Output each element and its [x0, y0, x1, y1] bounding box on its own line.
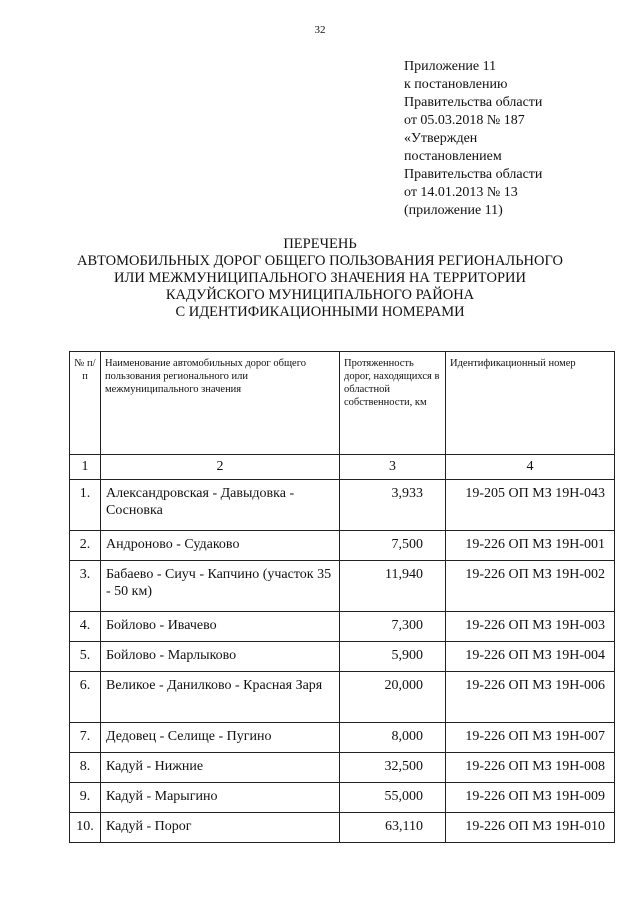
- row-num: 3.: [70, 561, 101, 612]
- appendix-line: Правительства области: [404, 167, 543, 182]
- title-line: КАДУЙСКОГО МУНИЦИПАЛЬНОГО РАЙОНА: [165, 287, 475, 303]
- index-cell: 1: [70, 455, 101, 480]
- document-title: [0, 236, 640, 321]
- header-name: Наименование автомобильных дорог общего пользования регионального или межмуниципального значения: [101, 352, 340, 455]
- appendix-line: (приложение 11): [404, 203, 503, 218]
- title-line: ИЛИ МЕЖМУНИЦИПАЛЬНОГО ЗНАЧЕНИЯ НА ТЕРРИТОРИИ: [114, 270, 526, 286]
- header-num: № п/п: [70, 352, 101, 455]
- row-length: 8,000: [340, 723, 446, 753]
- appendix-line: Правительства области: [404, 95, 543, 110]
- header-length: Протяженность дорог, находящихся в областной собственности, км: [340, 352, 446, 455]
- row-num: 4.: [70, 612, 101, 642]
- title-line: АВТОМОБИЛЬНЫХ ДОРОГ ОБЩЕГО ПОЛЬЗОВАНИЯ РЕГИОНАЛЬНОГО: [77, 253, 563, 269]
- row-length: 5,900: [340, 642, 446, 672]
- table-index-row: [70, 455, 615, 480]
- table-row: [70, 813, 615, 843]
- row-id: 19-226 ОП МЗ 19Н-010: [446, 813, 615, 843]
- table-row: [70, 783, 615, 813]
- page-number: 32: [314, 24, 326, 36]
- row-num: 2.: [70, 531, 101, 561]
- index-cell: 4: [446, 455, 615, 480]
- row-name: Александровская - Давыдовка - Сосновка: [101, 480, 340, 531]
- row-length: 32,500: [340, 753, 446, 783]
- appendix-line: Приложение 11: [404, 59, 497, 74]
- header-id: Идентификационный номер: [446, 352, 615, 455]
- row-id: 19-226 ОП МЗ 19Н-007: [446, 723, 615, 753]
- row-num: 5.: [70, 642, 101, 672]
- row-name: Бабаево - Сиуч - Капчино (участок 35 - 50 км): [101, 561, 340, 612]
- table-row: [70, 672, 615, 723]
- row-length: 20,000: [340, 672, 446, 723]
- appendix-line: от 14.01.2013 № 13: [404, 185, 518, 200]
- row-length: 11,940: [340, 561, 446, 612]
- row-id: 19-226 ОП МЗ 19Н-001: [446, 531, 615, 561]
- row-id: 19-226 ОП МЗ 19Н-006: [446, 672, 615, 723]
- row-id: 19-226 ОП МЗ 19Н-002: [446, 561, 615, 612]
- appendix-line: постановлением: [404, 149, 502, 164]
- row-name: Кадуй - Марыгино: [101, 783, 340, 813]
- table-row: [70, 642, 615, 672]
- row-length: 7,500: [340, 531, 446, 561]
- table-row: [70, 753, 615, 783]
- row-id: 19-226 ОП МЗ 19Н-009: [446, 783, 615, 813]
- row-name: Кадуй - Порог: [101, 813, 340, 843]
- row-name: Великое - Данилково - Красная Заря: [101, 672, 340, 723]
- table-row: [70, 561, 615, 612]
- row-num: 9.: [70, 783, 101, 813]
- row-id: 19-205 ОП МЗ 19Н-043: [446, 480, 615, 531]
- row-num: 10.: [70, 813, 101, 843]
- row-id: 19-226 ОП МЗ 19Н-003: [446, 612, 615, 642]
- row-name: Кадуй - Нижние: [101, 753, 340, 783]
- roads-table: [69, 351, 615, 843]
- table-row: [70, 723, 615, 753]
- row-length: 3,933: [340, 480, 446, 531]
- appendix-block: [404, 58, 629, 220]
- row-num: 7.: [70, 723, 101, 753]
- appendix-line: от 05.03.2018 № 187: [404, 113, 525, 128]
- table-row: [70, 480, 615, 531]
- row-name: Бойлово - Ивачево: [101, 612, 340, 642]
- row-num: 6.: [70, 672, 101, 723]
- row-length: 7,300: [340, 612, 446, 642]
- table-row: [70, 612, 615, 642]
- row-name: Дедовец - Селище - Пугино: [101, 723, 340, 753]
- row-num: 8.: [70, 753, 101, 783]
- row-name: Бойлово - Марлыково: [101, 642, 340, 672]
- row-num: 1.: [70, 480, 101, 531]
- index-cell: 2: [101, 455, 340, 480]
- index-cell: 3: [340, 455, 446, 480]
- row-name: Андроново - Судаково: [101, 531, 340, 561]
- title-line: ПЕРЕЧЕНЬ: [283, 236, 357, 252]
- title-line: С ИДЕНТИФИКАЦИОННЫМИ НОМЕРАМИ: [175, 304, 465, 320]
- appendix-line: к постановлению: [404, 77, 508, 92]
- table-row: [70, 531, 615, 561]
- row-length: 55,000: [340, 783, 446, 813]
- row-length: 63,110: [340, 813, 446, 843]
- appendix-line: «Утвержден: [404, 131, 478, 146]
- table-header-row: [70, 352, 615, 455]
- row-id: 19-226 ОП МЗ 19Н-008: [446, 753, 615, 783]
- row-id: 19-226 ОП МЗ 19Н-004: [446, 642, 615, 672]
